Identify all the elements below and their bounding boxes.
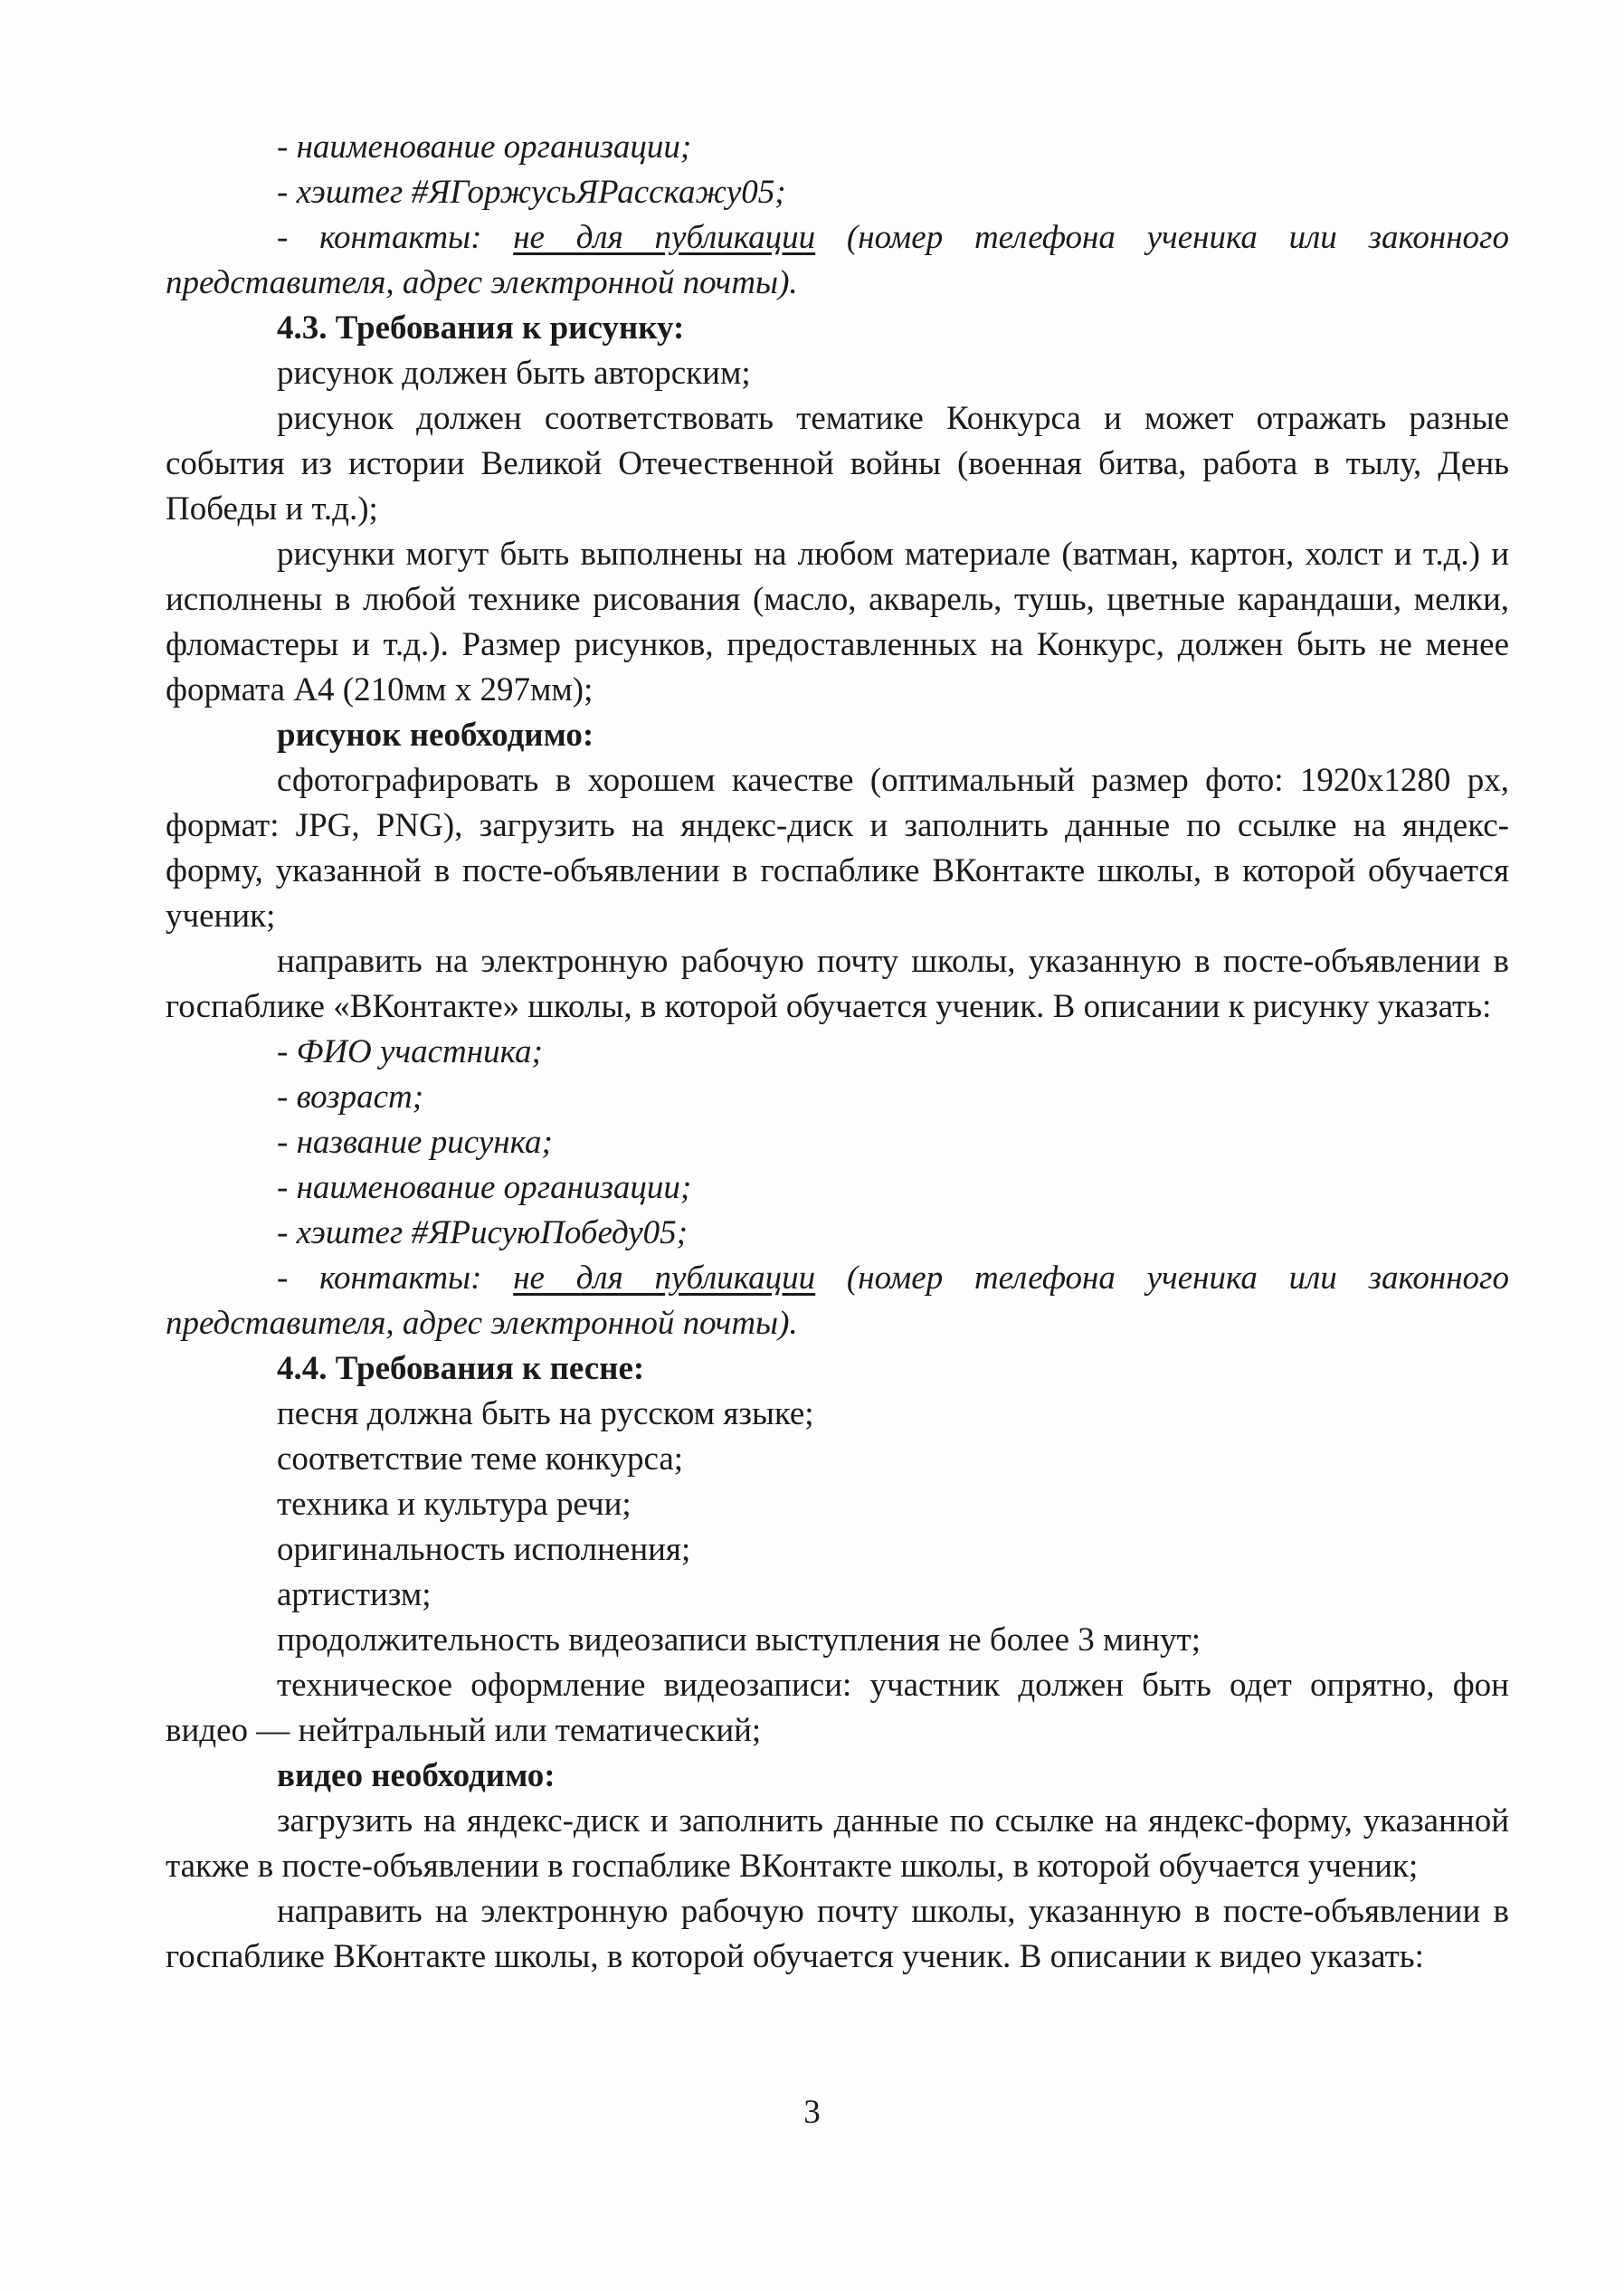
paragraph-topic: соответствие теме конкурса; [277, 1440, 684, 1478]
paragraph-materials: рисунки могут быть выполнены на любом материале (ватман, картон, холст и т.д.) и исполнены в любой технике рисования (масло, акварель, тушь, цветные карандаши, мелки, фломастеры и т.д.). Размер рисунков, предоставленных на Конкурс, должен быть не менее формата А4 (210мм х 297мм); [166, 536, 1509, 708]
paragraph-originality: оригинальность исполнения; [277, 1531, 691, 1568]
list-item-hashtag: - хэштег #ЯГоржусьЯРасскажу05; [277, 174, 786, 211]
paragraph-video-design: техническое оформление видеозаписи: участник должен быть одет опрятно, фон видео — нейтральный или тематический; [166, 1667, 1509, 1749]
paragraph-language: песня должна быть на русском языке; [277, 1395, 814, 1432]
list-item-drawing-title: - название рисунка; [277, 1124, 553, 1161]
paragraph-upload-video: загрузить на яндекс-диск и заполнить данные по ссылке на яндекс-форму, указанной также в посте-объявлении в госпаблике ВКонтакте школы, в которой обучается ученик; [166, 1802, 1509, 1885]
paragraph-artistry: артистизм; [277, 1576, 432, 1613]
contacts-details-2: (номер телефона ученика или законного представителя, адрес электронной почты). [166, 1260, 1509, 1342]
contacts-prefix: - контакты: [277, 219, 514, 256]
paragraph-speech: техника и культура речи; [277, 1486, 632, 1523]
list-item-full-name: - ФИО участника; [277, 1033, 543, 1070]
contacts-not-for-publication-2: не для публикации [513, 1260, 816, 1297]
list-item-contacts-2 [166, 1256, 1509, 1346]
list-item-organization-2: - наименование организации; [277, 1169, 692, 1206]
page-number: 3 [803, 2094, 821, 2131]
contacts-details: (номер телефона ученика или законного представителя, адрес электронной почты). [166, 219, 1509, 301]
section-heading-drawing: 4.3. Требования к рисунку: [277, 309, 685, 347]
subheading-drawing-required: рисунок необходимо: [277, 717, 594, 754]
paragraph-duration: продолжительность видеозаписи выступления не более 3 минут; [277, 1621, 1201, 1659]
document-body [166, 125, 1509, 1980]
list-item-contacts [166, 215, 1509, 306]
paragraph-photograph: сфотографировать в хорошем качестве (оптимальный размер фото: 1920x1280 px, формат: JPG, PNG), загрузить на яндекс-диск и заполнить данные по ссылке на яндекс-форму, указанной в посте-объявлении в госпаблике ВКонтакте школы, в которой обучается ученик; [166, 762, 1509, 935]
subheading-video-required: видео необходимо: [277, 1757, 556, 1794]
paragraph-send-drawing: направить на электронную рабочую почту школы, указанную в посте-объявлении в госпаблике «ВКонтакте» школы, в которой обучается ученик. В описании к рисунку указать: [166, 943, 1509, 1025]
list-item-hashtag-2: - хэштег #ЯРисуюПобеду05; [277, 1214, 688, 1251]
list-item-organization: - наименование организации; [277, 128, 692, 166]
section-heading-song: 4.4. Требования к песне: [277, 1350, 645, 1387]
contacts-not-for-publication: не для публикации [513, 219, 816, 256]
list-item-age: - возраст; [277, 1079, 424, 1116]
contacts-prefix-2: - контакты: [277, 1260, 514, 1297]
paragraph-authorship: рисунок должен быть авторским; [277, 355, 751, 392]
paragraph-theme: рисунок должен соответствовать тематике Конкурса и может отражать разные события из истории Великой Отечественной войны (военная битва, работа в тылу, День Победы и т.д.); [166, 400, 1509, 528]
paragraph-send-video: направить на электронную рабочую почту школы, указанную в посте-объявлении в госпаблике ВКонтакте школы, в которой обучается ученик. В описании к видео указать: [166, 1893, 1509, 1975]
